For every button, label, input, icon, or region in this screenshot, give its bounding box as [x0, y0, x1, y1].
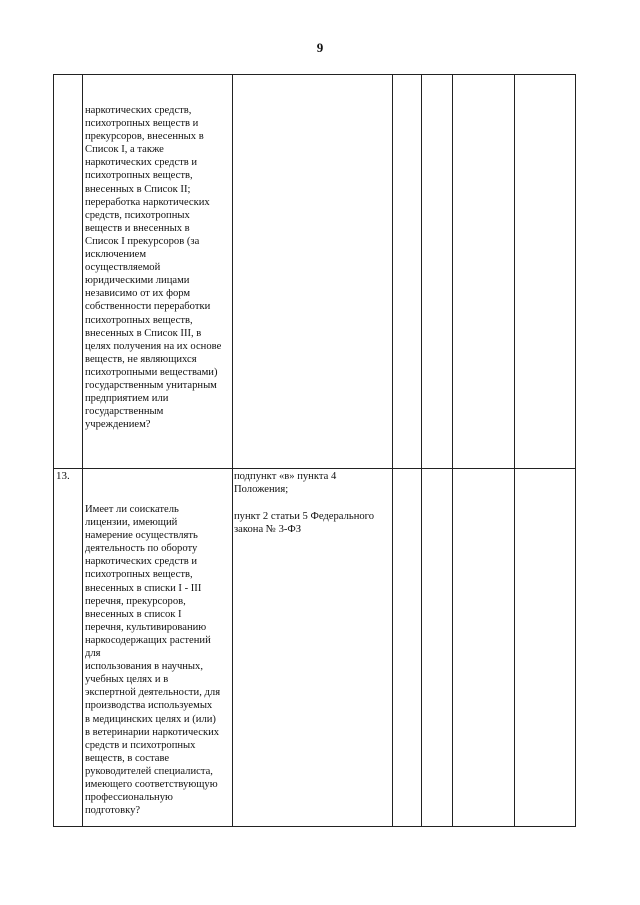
question-line: использования в научных, [85, 661, 203, 673]
answer-no-cell [422, 469, 453, 827]
question-line: деятельность по обороту [85, 543, 198, 555]
question-line: лицензии, имеющий [85, 517, 178, 529]
question-line: перечня, культивированию [85, 621, 207, 633]
question-line: в медицинских целях и (или) [85, 713, 216, 725]
answer-no-cell [422, 75, 453, 469]
question-line: исключением [85, 249, 147, 261]
question-line: Имеет ли соискатель [85, 504, 179, 515]
question-line: подготовку? [85, 805, 141, 817]
table-row [54, 75, 576, 469]
notes-cell [515, 469, 576, 827]
question-cell [83, 75, 233, 469]
question-line: Список I, а также [85, 144, 164, 156]
question-line: наркотических средств, [85, 105, 192, 116]
row-number: 13. [56, 470, 70, 482]
question-line: веществ, не являющихся [85, 353, 197, 365]
row-number-cell [54, 75, 83, 469]
question-line: юридическими лицами [85, 275, 190, 287]
question-line: учебных целях и в [85, 674, 169, 686]
question-line: средств и психотропных [85, 739, 196, 751]
question-line: наркотических средств и [85, 157, 198, 169]
page-number: 9 [316, 40, 324, 55]
question-line: внесенных в Список II; [85, 183, 191, 195]
reference-line [234, 496, 391, 510]
question-line: психотропными веществами) [85, 366, 218, 378]
question-line: государственным [85, 406, 164, 418]
reference-line: закона № 3-ФЗ [234, 524, 302, 536]
question-line: Список I прекурсоров (за [85, 235, 200, 247]
question-line: руководителей специалиста, [85, 765, 213, 777]
question-line: внесенных в список I [85, 608, 182, 620]
not-applicable-cell [453, 469, 515, 827]
not-applicable-cell [453, 75, 515, 469]
question-line: переработка наркотических [85, 196, 210, 208]
question-line: веществ, в составе [85, 752, 170, 764]
question-line: имеющего соответствующую [85, 778, 218, 790]
reference-line: пункт 2 статьи 5 Федерального [234, 511, 375, 523]
question-line: средств, психотропных [85, 209, 190, 221]
reference-cell [233, 75, 393, 469]
question-line: производства используемых [85, 700, 213, 712]
question-line: в ветеринарии наркотических [85, 726, 220, 738]
question-line: государственным унитарным [85, 379, 217, 391]
question-line: прекурсоров, внесенных в [85, 131, 204, 143]
question-line: собственности переработки [85, 301, 211, 313]
reference-line: Положения; [234, 484, 289, 496]
question-line: учреждением? [85, 419, 151, 431]
question-line: психотропных веществ и [85, 118, 199, 130]
question-line: наркосодержащих растений [85, 634, 211, 646]
question-line: целях получения на их основе [85, 340, 222, 352]
reference-cell [233, 469, 393, 827]
question-line: намерение осуществлять [85, 530, 198, 542]
question-line: наркотических средств и [85, 556, 198, 568]
question-line: предприятием или [85, 393, 169, 405]
row-number-cell [54, 469, 83, 827]
question-text [85, 503, 231, 817]
question-line: экспертной деятельности, для [85, 687, 221, 699]
notes-cell [515, 75, 576, 469]
question-line: психотропных веществ, [85, 314, 193, 326]
question-line: психотропных веществ, [85, 569, 193, 581]
answer-yes-cell [393, 469, 422, 827]
question-line: профессиональную [85, 792, 173, 804]
question-line: внесенных в Список III, в [85, 327, 202, 339]
question-line: независимо от их форм [85, 288, 191, 300]
answer-yes-cell [393, 75, 422, 469]
question-line: внесенных в списки I - III [85, 582, 202, 594]
question-line: для [85, 648, 101, 660]
checklist-table [53, 74, 576, 827]
question-line: перечня, прекурсоров, [85, 595, 186, 607]
question-line: осуществляемой [85, 262, 161, 274]
table-row [54, 469, 576, 827]
reference-line: подпункт «в» пункта 4 [234, 471, 337, 482]
question-line: веществ и внесенных в [85, 222, 190, 234]
question-cell [83, 469, 233, 827]
question-line: психотропных веществ, [85, 170, 193, 182]
reference-text [234, 470, 391, 536]
question-text [85, 104, 231, 431]
